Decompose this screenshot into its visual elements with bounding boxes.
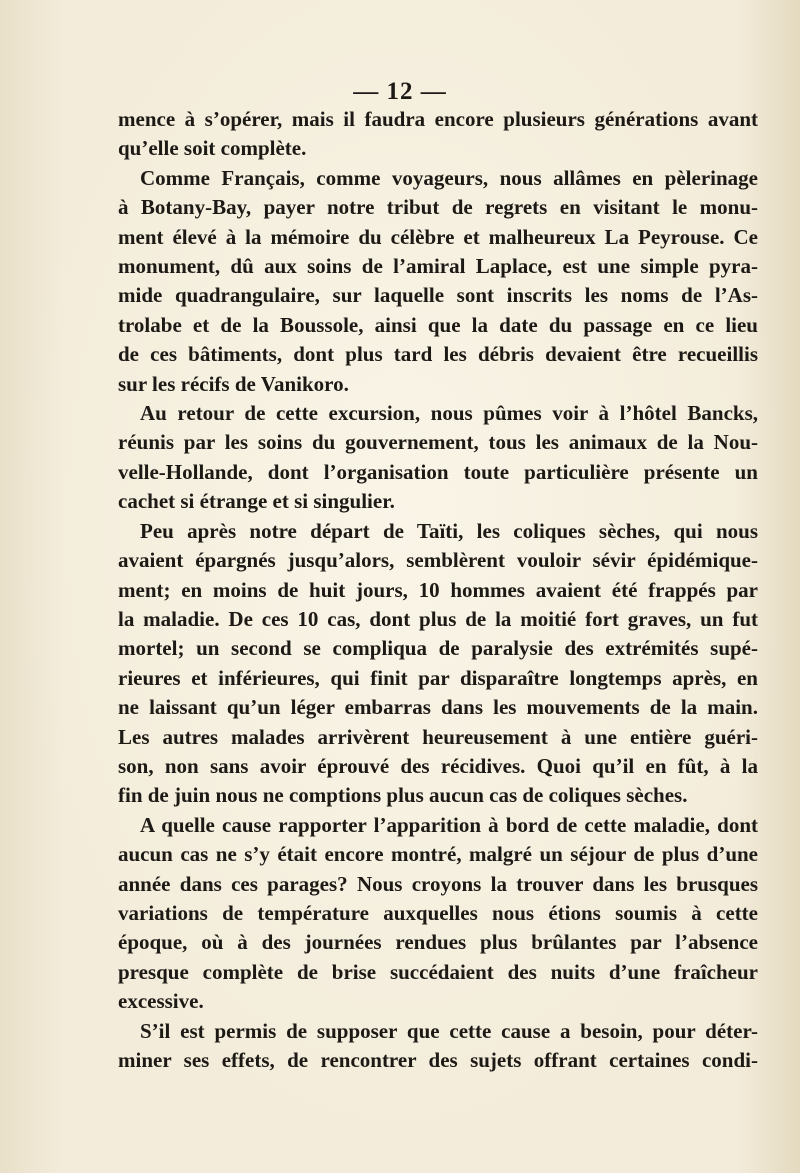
text-line: trolabe et de la Boussole, ainsi que la date du passage en ce lieu: [118, 312, 758, 337]
text-line: fin de juin nous ne comptions plus aucun cas de coliques sèches.: [118, 783, 688, 808]
text-line: A quelle cause rapporter l’apparition à bord de cette maladie, dont: [140, 812, 758, 837]
text-line: mortel; un second se compliqua de paralysie des extrémités supé-: [118, 636, 758, 661]
text-line: de ces bâtiments, dont plus tard les débris devaient être recueillis: [118, 342, 758, 367]
text-line: qu’elle soit complète.: [118, 136, 307, 161]
text-line: sur les récifs de Vanikoro.: [118, 371, 349, 396]
text-line: ment; en moins de huit jours, 10 hommes avaient été frappés par: [118, 577, 758, 602]
text-line: aucun cas ne s’y était encore montré, malgré un séjour de plus d’une: [118, 842, 758, 867]
text-line: excessive.: [118, 989, 204, 1014]
text-line: Les autres malades arrivèrent heureusement à une entière guéri-: [118, 724, 758, 749]
text-line: avaient épargnés jusqu’alors, semblèrent vouloir sévir épidémique-: [118, 548, 758, 573]
text-line: monument, dû aux soins de l’amiral Laplace, est une simple pyra-: [118, 254, 758, 279]
text-line: la maladie. De ces 10 cas, dont plus de la moitié fort graves, un fut: [118, 606, 758, 631]
text-line: rieures et inférieures, qui finit par disparaître longtemps après, en: [118, 665, 758, 690]
text-line: S’il est permis de supposer que cette cause a besoin, pour déter-: [140, 1018, 758, 1043]
text-line: Au retour de cette excursion, nous pûmes voir à l’hôtel Bancks,: [140, 401, 758, 426]
page-number: — 12 —: [353, 78, 447, 105]
text-line: ne laissant qu’un léger embarras dans les mouvements de la main.: [118, 695, 758, 720]
text-line: réunis par les soins du gouvernement, tous les animaux de la Nou-: [118, 430, 758, 455]
text-line: miner ses effets, de rencontrer des sujets offrant certaines condi-: [118, 1048, 758, 1072]
text-line: ment élevé à la mémoire du célèbre et malheureux La Peyrouse. Ce: [118, 224, 758, 249]
text-line: époque, où à des journées rendues plus brûlantes par l’absence: [118, 930, 758, 955]
text-line: Comme Français, comme voyageurs, nous allâmes en pèlerinage: [140, 165, 758, 190]
text-line: année dans ces parages? Nous croyons la trouver dans les brusques: [118, 871, 758, 896]
text-line: variations de température auxquelles nous étions soumis à cette: [118, 900, 758, 925]
body-text: [118, 105, 758, 1075]
text-line: Peu après notre départ de Taïti, les coliques sèches, qui nous: [140, 518, 758, 543]
text-line: son, non sans avoir éprouvé des récidives. Quoi qu’il en fût, à la: [118, 753, 758, 778]
text-line: mide quadrangulaire, sur laquelle sont inscrits les noms de l’As-: [118, 283, 758, 308]
text-line: velle-Hollande, dont l’organisation toute particulière présente un: [118, 459, 758, 484]
text-line: mence à s’opérer, mais il faudra encore plusieurs générations avant: [118, 107, 758, 131]
text-line: cachet si étrange et si singulier.: [118, 489, 395, 514]
text-line: à Botany-Bay, payer notre tribut de regrets en visitant le monu-: [118, 195, 758, 220]
text-line: presque complète de brise succédaient des nuits d’une fraîcheur: [118, 959, 758, 984]
